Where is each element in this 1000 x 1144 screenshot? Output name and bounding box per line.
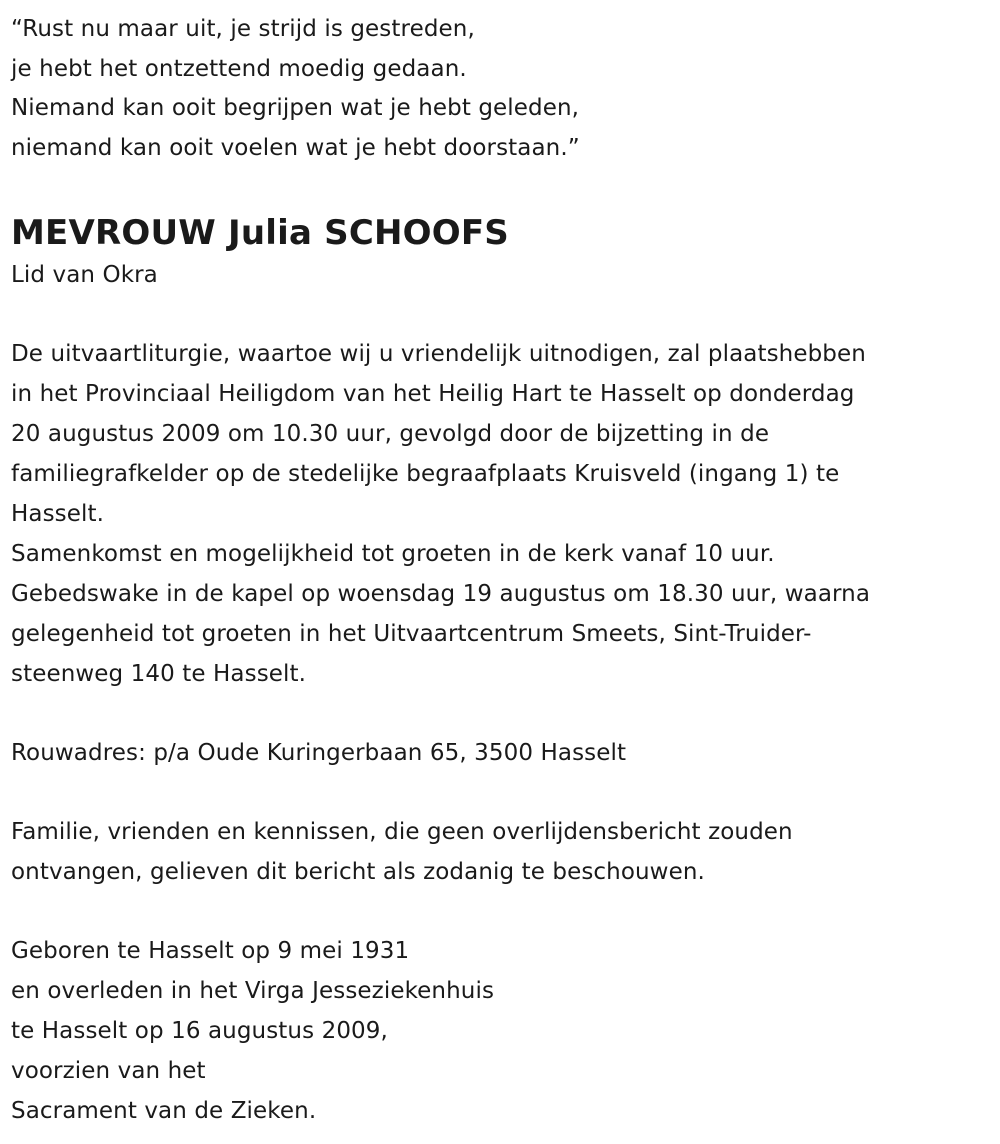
poem-line: niemand kan ooit voelen wat je hebt doorstaan.”	[11, 134, 580, 161]
funeral-line: 20 augustus 2009 om 10.30 uur, gevolgd door de bijzetting in de	[11, 421, 770, 447]
funeral-line: steenweg 140 te Hasselt.	[11, 661, 307, 687]
funeral-line: De uitvaartliturgie, waartoe wij u vriendelijk uitnodigen, zal plaatshebben	[11, 341, 866, 367]
deceased-name: MEVROUW Julia SCHOOFS	[11, 213, 509, 253]
membership-subtitle: Lid van Okra	[11, 262, 158, 288]
funeral-line: familiegrafkelder op de stedelijke begraafplaats Kruisveld (ingang 1) te	[11, 461, 840, 487]
notice-paragraph	[11, 812, 991, 892]
spacer	[11, 694, 991, 733]
birth-death-line: voorzien van het	[11, 1058, 206, 1084]
spacer	[11, 773, 991, 812]
birth-death-line: Sacrament van de Zieken.	[11, 1098, 317, 1124]
funeral-line: Gebedswake in de kapel op woensdag 19 augustus om 18.30 uur, waarna	[11, 581, 871, 607]
birth-death-line: Geboren te Hasselt op 9 mei 1931	[11, 938, 410, 964]
poem-line: Niemand kan ooit begrijpen wat je hebt geleden,	[11, 95, 580, 121]
notice-line: ontvangen, gelieven dit bericht als zodanig te beschouwen.	[11, 859, 705, 885]
funeral-line: Hasselt.	[11, 501, 105, 527]
birth-death-details	[11, 931, 991, 1131]
notice-line: Familie, vrienden en kennissen, die geen overlijdensbericht zouden	[11, 819, 793, 845]
poem-quote	[11, 10, 991, 168]
funeral-line: Samenkomst en mogelijkheid tot groeten in de kerk vanaf 10 uur.	[11, 541, 775, 567]
funeral-details	[11, 334, 991, 694]
birth-death-line: te Hasselt op 16 augustus 2009,	[11, 1018, 388, 1044]
birth-death-line: en overleden in het Virga Jesseziekenhuis	[11, 978, 495, 1004]
spacer	[11, 892, 991, 931]
mourning-address: Rouwadres: p/a Oude Kuringerbaan 65, 3500 Hasselt	[11, 740, 627, 766]
poem-line: “Rust nu maar uit, je strijd is gestreden,	[11, 16, 475, 42]
poem-line: je hebt het ontzettend moedig gedaan.	[11, 55, 467, 82]
funeral-line: in het Provinciaal Heiligdom van het Heilig Hart te Hasselt op donderdag	[11, 381, 855, 407]
obituary-document	[11, 10, 991, 1131]
funeral-line: gelegenheid tot groeten in het Uitvaartcentrum Smeets, Sint-Truider-	[11, 621, 812, 647]
spacer	[11, 295, 991, 334]
